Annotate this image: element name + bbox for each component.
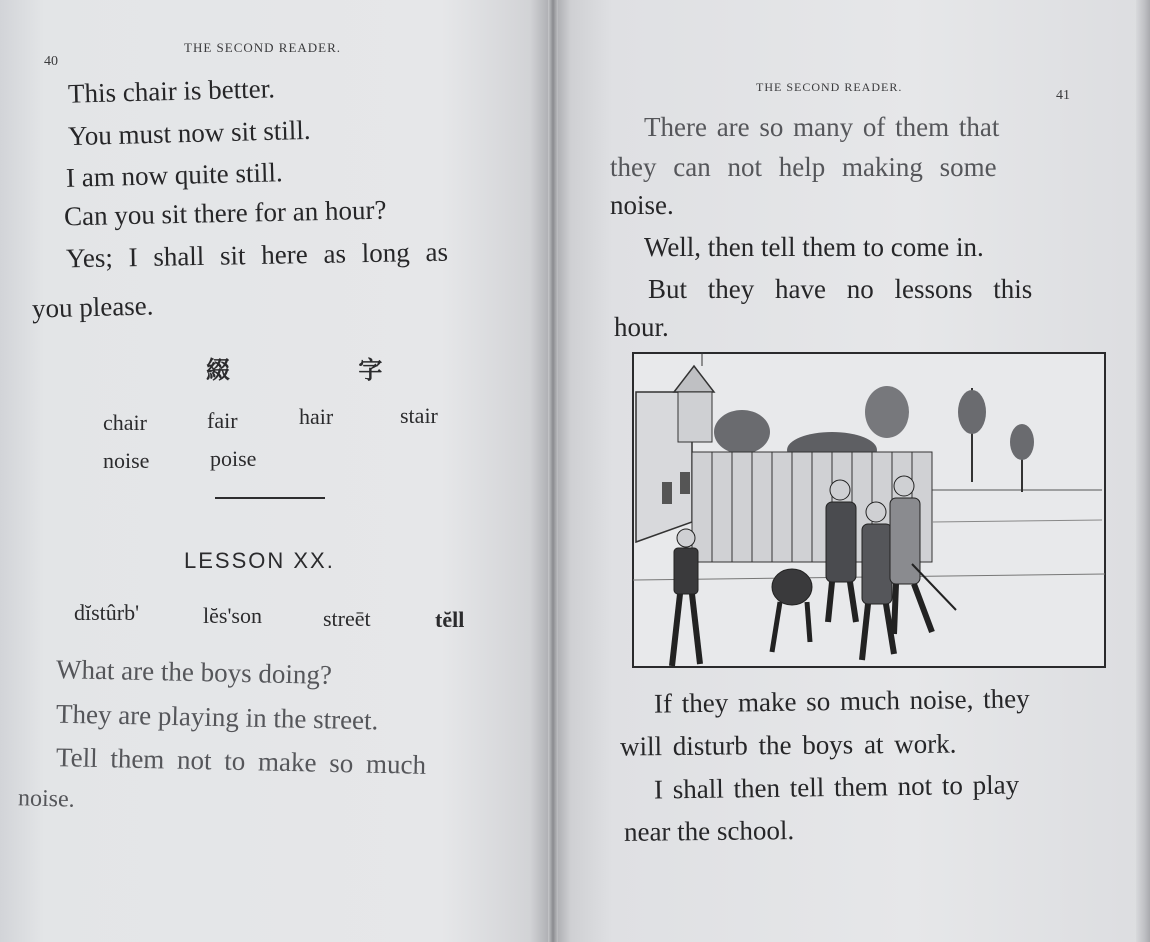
vocab-word: tĕll: [435, 607, 465, 632]
right-page-number: 41: [1056, 88, 1070, 103]
tree: [865, 386, 909, 438]
text-line: If they make so much noise, they: [653, 683, 1030, 719]
text-line: hour.: [614, 312, 669, 342]
book-gutter: [548, 0, 558, 942]
spelling-word: hair: [299, 404, 334, 429]
vocab-word: lĕs'son: [203, 603, 262, 628]
spelling-word: chair: [103, 410, 147, 435]
boys-playing-illustration: [632, 352, 1106, 668]
vocab-word: dĭstûrb': [74, 600, 140, 625]
lesson-line: They are playing in the street.: [55, 698, 379, 736]
left-running-head: THE SECOND READER.: [184, 40, 342, 55]
text-line: noise.: [610, 190, 674, 220]
spelling-word: poise: [210, 446, 257, 471]
tree: [1010, 424, 1034, 460]
tree: [714, 410, 770, 454]
tree: [958, 390, 986, 434]
text-line: But they have no lessons this: [648, 274, 1033, 304]
lesson-line: noise.: [17, 785, 76, 813]
text-line: Well, then tell them to come in.: [644, 232, 984, 262]
text-line: There are so many of them that: [644, 112, 1000, 142]
page-edge: [1136, 0, 1150, 942]
text-line: I am now quite still.: [65, 157, 284, 193]
left-page-number: 40: [44, 54, 58, 69]
text-line: You must now sit still.: [67, 114, 311, 152]
text-line: you please.: [31, 290, 154, 324]
text-line: This chair is better.: [67, 73, 276, 109]
lesson-title: LESSON XX.: [184, 548, 335, 573]
right-running-head: THE SECOND READER.: [756, 80, 903, 94]
text-line: near the school.: [623, 815, 795, 847]
lesson-line: Tell them not to make so much: [55, 742, 427, 780]
spelling-word: stair: [400, 403, 438, 428]
text-line: they can not help making some: [610, 152, 997, 182]
vocab-word: streēt: [323, 606, 371, 631]
text-line: Yes; I shall sit here as long as: [65, 236, 449, 274]
text-line: will disturb the boys at work.: [619, 728, 957, 762]
text-line: I shall then tell them not to play: [653, 769, 1020, 805]
section-divider: [215, 497, 325, 499]
spelling-word: fair: [207, 408, 238, 433]
spelling-word: noise: [103, 448, 150, 473]
spelling-heading: 綴 字: [206, 356, 443, 384]
text-line: Can you sit there for an hour?: [63, 194, 387, 232]
lesson-line: What are the boys doing?: [55, 654, 333, 690]
